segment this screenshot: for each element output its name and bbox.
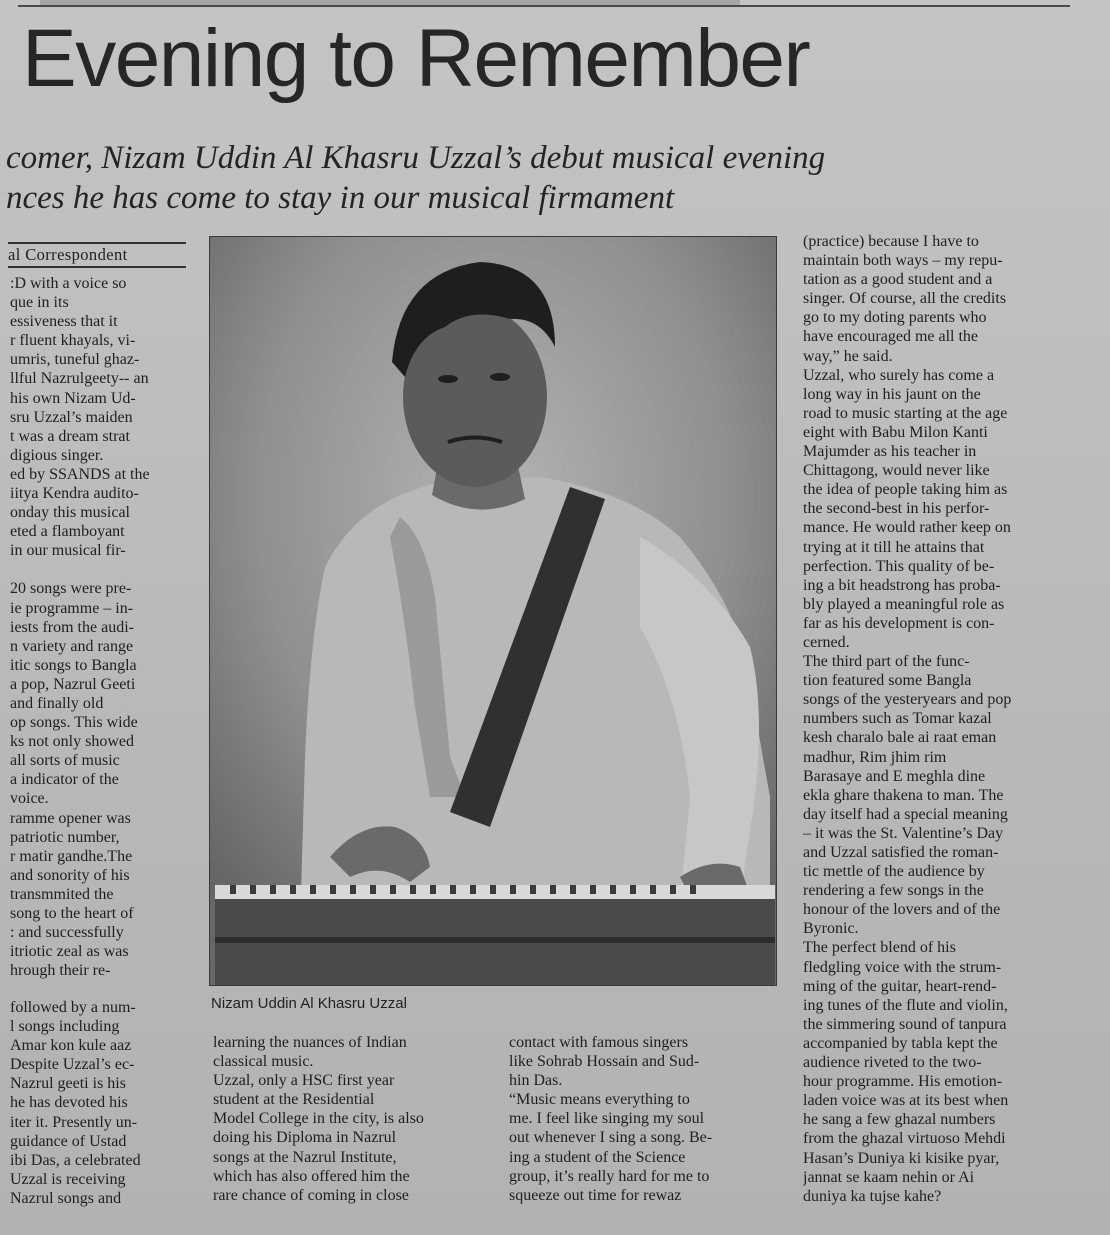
column-4 — [803, 232, 1069, 1206]
text-line: The third part of the func- — [803, 653, 970, 671]
photo-caption: Nizam Uddin Al Khasru Uzzal — [211, 995, 407, 1012]
text-line: 20 songs were pre- — [10, 580, 132, 598]
text-line: numbers such as Tomar kazal — [803, 710, 992, 728]
column-1-continued — [10, 998, 186, 1208]
text-line: he sang a few ghazal numbers — [803, 1111, 996, 1129]
text-line: ramme opener was — [10, 809, 131, 827]
text-line: op songs. This wide — [10, 714, 138, 732]
text-line: ie programme – in- — [10, 599, 134, 617]
text-line: a indicator of the — [10, 771, 119, 789]
text-line: maintain both ways – my repu- — [803, 252, 1003, 270]
text-line: ed by SSANDS at the — [10, 465, 150, 483]
singer-photo — [209, 236, 777, 986]
text-line: llful Nazrulgeety-- an — [10, 370, 149, 388]
text-line: go to my doting parents who — [803, 309, 987, 327]
text-line: from the ghazal virtuoso Mehdi — [803, 1130, 1006, 1148]
headline: Evening to Remember — [22, 13, 810, 104]
text-line: which has also offered him the — [213, 1167, 410, 1185]
text-line: Hasan’s Duniya ki kisike pyar, — [803, 1149, 1000, 1167]
text-line: r matir gandhe.The — [10, 847, 133, 865]
text-line: Chittagong, would never like — [803, 462, 990, 480]
text-line: mance. He would rather keep on — [803, 519, 1011, 537]
text-line: hour programme. His emotion- — [803, 1073, 1003, 1091]
text-line: and Uzzal satisfied the roman- — [803, 844, 999, 861]
text-line: hin Das. — [509, 1072, 563, 1090]
text-line: digious singer. — [10, 446, 104, 464]
text-line: laden voice was at its best when — [803, 1092, 1009, 1110]
text-line: :D with a voice so — [10, 275, 127, 292]
text-line: road to music starting at the age — [803, 404, 1008, 422]
deck — [6, 138, 1096, 218]
text-line: all sorts of music — [10, 752, 120, 770]
text-line: Majumder as his teacher in — [803, 443, 977, 461]
text-line: Uzzal is receiving — [10, 1170, 126, 1188]
text-line: sru Uzzal’s maiden — [10, 408, 133, 426]
text-line: duniya ka tujse kahe? — [803, 1187, 942, 1205]
text-line: ing a bit headstrong has proba- — [803, 576, 1001, 594]
text-line: itriotic zeal as was — [10, 943, 129, 961]
text-line: like Sohrab Hossain and Sud- — [509, 1053, 700, 1071]
text-line: group, it’s really hard for me to — [509, 1167, 710, 1185]
text-line: tion featured some Bangla — [803, 672, 972, 690]
text-line: Uzzal, who surely has come a — [803, 366, 995, 384]
text-line: essiveness that it — [10, 313, 118, 331]
text-line: learning the nuances of Indian — [213, 1034, 407, 1051]
text-line: umris, tuneful ghaz- — [10, 351, 140, 369]
text-line: madhur, Rim jhim rim — [803, 748, 947, 766]
text-line: cerned. — [803, 633, 850, 651]
text-line: accompanied by tabla kept the — [803, 1034, 998, 1052]
text-line: Uzzal, only a HSC first year — [213, 1072, 395, 1090]
singer-photo-illustration — [210, 237, 776, 985]
text-line: honour of the lovers and of the — [803, 901, 1001, 919]
text-line: (practice) because I have to — [803, 233, 979, 250]
text-line: iter it. Presently un- — [10, 1113, 138, 1131]
text-line: jannat se kaam nehin or Ai — [803, 1168, 975, 1186]
text-line: classical music. — [213, 1053, 314, 1071]
text-line: Byronic. — [803, 920, 859, 938]
text-line: songs at the Nazrul Institute, — [213, 1148, 397, 1166]
text-line: the idea of people taking him as — [803, 481, 1008, 499]
column-3 — [509, 1033, 779, 1205]
text-line: ks not only showed — [10, 733, 134, 751]
text-line: singer. Of course, all the credits — [803, 290, 1007, 308]
top-rule — [18, 5, 1070, 7]
text-line: ekla ghare thakena to man. The — [803, 786, 1004, 804]
text-line: Nazrul geeti is his — [10, 1075, 126, 1093]
text-line: iests from the audi- — [10, 618, 134, 636]
text-line: eted a flamboyant — [10, 523, 125, 541]
text-line: audience riveted to the two- — [803, 1054, 982, 1072]
column-2 — [213, 1033, 483, 1205]
text-line: a pop, Nazrul Geeti — [10, 675, 136, 693]
text-line: voice. — [10, 790, 49, 808]
paragraph-gap — [10, 560, 186, 579]
text-line: ming of the guitar, heart-rend- — [803, 977, 997, 995]
text-line: doing his Diploma in Nazrul — [213, 1129, 397, 1147]
text-line: me. I feel like singing my soul — [509, 1110, 705, 1128]
text-line: – it was the St. Valentine’s Day — [803, 824, 1004, 842]
text-line: itic songs to Bangla — [10, 656, 137, 674]
text-line: transmmited the — [10, 885, 114, 903]
text-line: que in its — [10, 294, 69, 312]
text-line: ing tunes of the flute and violin, — [803, 996, 1008, 1014]
text-line: his own Nizam Ud- — [10, 389, 136, 407]
text-line: trying at it till he attains that — [803, 538, 985, 556]
text-line: perfection. This quality of be- — [803, 557, 995, 575]
text-line: have encouraged me all the — [803, 328, 979, 346]
text-line: student at the Residential — [213, 1091, 375, 1109]
text-line: way,” he said. — [803, 347, 893, 365]
text-line: rendering a few songs in the — [803, 882, 984, 900]
text-line: t was a dream strat — [10, 427, 130, 445]
text-line: out whenever I sing a song. Be- — [509, 1129, 713, 1147]
text-line: Despite Uzzal’s ec- — [10, 1056, 135, 1074]
text-line: in our musical fir- — [10, 542, 126, 560]
text-line: bly played a meaningful role as — [803, 595, 1005, 613]
text-line: Amar kon kule aaz — [10, 1037, 132, 1055]
text-line: The perfect blend of his — [803, 939, 956, 957]
deck-line: comer, Nizam Uddin Al Khasru Uzzal’s debut musical evening — [6, 140, 826, 176]
text-line: long way in his jaunt on the — [803, 385, 981, 403]
text-line: tic mettle of the audience by — [803, 863, 985, 881]
text-line: he has devoted his — [10, 1094, 128, 1112]
text-line: songs of the yesteryears and pop — [803, 691, 1012, 709]
text-line: song to the heart of — [10, 905, 134, 922]
text-line: eight with Babu Milon Kanti — [803, 423, 988, 441]
text-line: and finally old — [10, 694, 104, 712]
text-line: far as his development is con- — [803, 614, 995, 632]
deck-line: nces he has come to stay in our musical firmament — [6, 180, 675, 216]
text-line: and sonority of his — [10, 866, 130, 884]
column-1 — [10, 274, 186, 980]
text-line: kesh charalo bale ai raat eman — [803, 729, 997, 747]
text-line: squeeze out time for rewaz — [509, 1186, 682, 1204]
text-line: ibi Das, a celebrated — [10, 1151, 141, 1169]
text-line: onday this musical — [10, 504, 130, 522]
text-line: contact with famous singers — [509, 1034, 689, 1051]
text-line: Nazrul songs and — [10, 1189, 122, 1207]
text-line: “Music means everything to — [509, 1091, 690, 1109]
text-line: tation as a good student and a — [803, 271, 993, 289]
text-line: fledgling voice with the strum- — [803, 958, 1002, 976]
text-line: ing a student of the Science — [509, 1148, 686, 1166]
text-line: r fluent khayals, vi- — [10, 332, 136, 350]
text-line: day itself had a special meaning — [803, 805, 1008, 823]
text-line: guidance of Ustad — [10, 1132, 127, 1150]
text-line: Model College in the city, is also — [213, 1110, 424, 1128]
text-line: hrough their re- — [10, 962, 111, 980]
text-line: patriotic number, — [10, 828, 120, 846]
text-line: : and successfully — [10, 924, 124, 942]
text-line: followed by a num- — [10, 999, 136, 1016]
text-line: Barasaye and E meghla dine — [803, 767, 986, 785]
text-line: n variety and range — [10, 637, 134, 655]
text-line: the simmering sound of tanpura — [803, 1015, 1007, 1033]
text-line: rare chance of coming in close — [213, 1186, 409, 1204]
byline: al Correspondent — [8, 242, 186, 268]
text-line: l songs including — [10, 1018, 120, 1036]
text-line: the second-best in his perfor- — [803, 500, 990, 518]
text-line: iitya Kendra audito- — [10, 485, 139, 503]
